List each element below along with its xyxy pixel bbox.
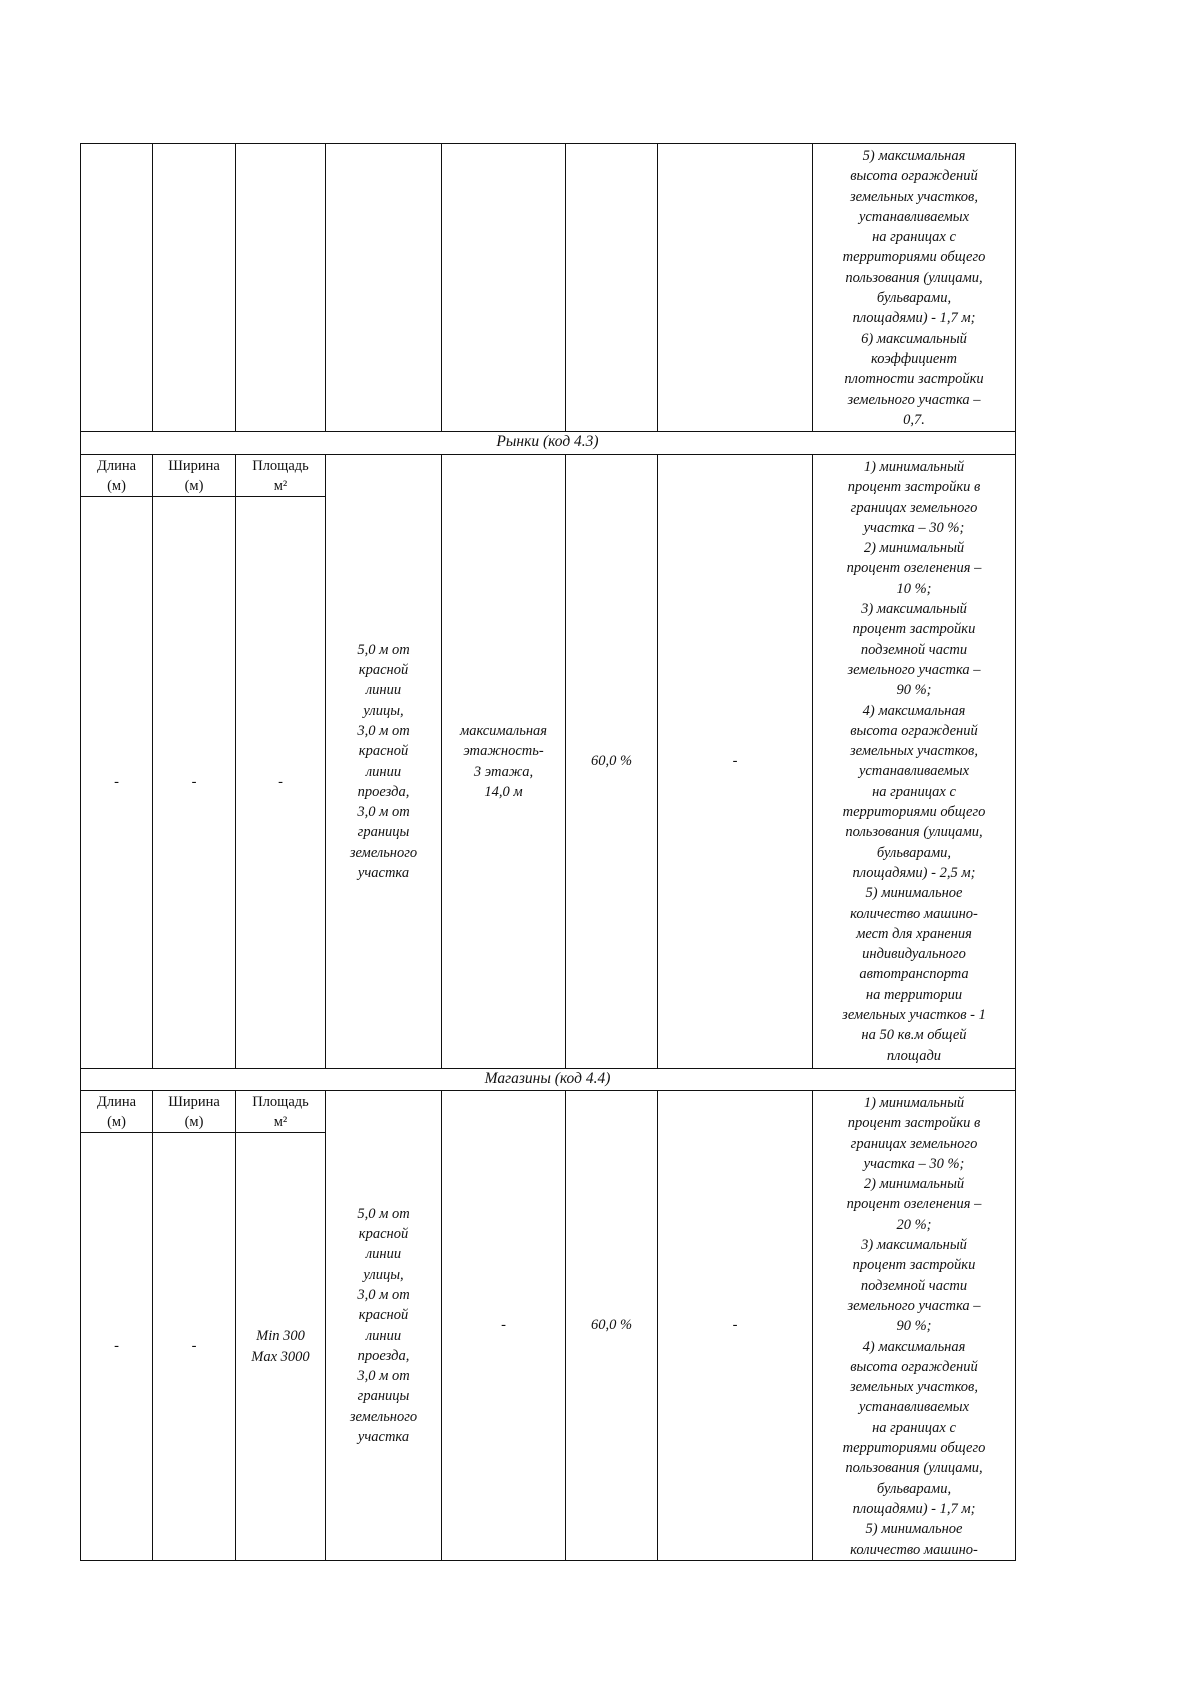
- area-value: -: [278, 774, 283, 791]
- column-divider: [235, 143, 236, 431]
- column-header-width: Ширина (м): [168, 1093, 220, 1130]
- width-value: -: [191, 1338, 197, 1355]
- table-border-bottom: [80, 1560, 1015, 1561]
- col7-value: -: [732, 1317, 738, 1334]
- coverage-value: 60,0 %: [590, 753, 633, 770]
- floors-value: максимальная этажность- 3 этажа, 14,0 м: [459, 722, 548, 800]
- column-divider: [152, 143, 153, 431]
- setback-value: 5,0 м от красной линии улицы, 3,0 м от красной линии проезда, 3,0 м от границы земельного участка: [349, 1205, 418, 1445]
- column-divider: [565, 143, 566, 431]
- section-title: Рынки (код 4.3): [496, 433, 599, 450]
- column-header-area: Площадь м²: [252, 1093, 309, 1130]
- section-title: Магазины (код 4.4): [484, 1070, 611, 1087]
- column-divider: [441, 143, 442, 431]
- other-parameters-cell: 1) минимальный процент застройки в границах земельного участка – 30 %; 2) минимальный процент озеленения – 10 %; 3) максимальный процент застройки подземной части земельного участка – 90 %; 4) максимальная высота ограждений земельных участков, устанавливаемых на границах с территориями общего пользования (улицами, бульварами, площадями) - 2,5 м; 5) минимальное количество машино- мест для хранения индивидуального автотранспорта на территории земельных участков - 1 на 50 кв.м общей площади: [842, 459, 986, 1064]
- length-value: -: [114, 774, 119, 791]
- setback-value: 5,0 м от красной линии улицы, 3,0 м от красной линии проезда, 3,0 м от границы земельного участка: [349, 641, 418, 881]
- other-parameters-cell: 1) минимальный процент застройки в границах земельного участка – 30 %; 2) минимальный процент озеленения – 20 %; 3) максимальный процент застройки подземной части земельного участка – 90 %; 4) максимальная высота ограждений земельных участков, устанавливаемых на границах с территориями общего пользования (улицами, бульварами, площадями) - 1,7 м; 5) минимальное количество машино-: [842, 1095, 986, 1558]
- column-header-length: Длина (м): [96, 1093, 137, 1130]
- column-divider: [657, 143, 658, 431]
- width-value: -: [191, 774, 197, 791]
- column-header-length: Длина (м): [96, 457, 137, 494]
- column-header-area: Площадь м²: [252, 457, 309, 494]
- area-value: Min 300 Max 3000: [251, 1328, 310, 1365]
- other-parameters-cell: 5) максимальная высота ограждений земельных участков, устанавливаемых на границах с территориями общего пользования (улицами, бульварами, площадями) - 1,7 м; 6) максимальный коэффициент плотности застройки земельного участка – 0,7.: [842, 148, 986, 428]
- column-divider: [325, 143, 326, 431]
- column-header-width: Ширина (м): [168, 457, 220, 494]
- table-border-right: [1015, 143, 1016, 1561]
- length-value: -: [114, 1338, 119, 1355]
- col7-value: -: [732, 753, 738, 770]
- coverage-value: 60,0 %: [590, 1317, 633, 1334]
- floors-value: -: [501, 1317, 506, 1334]
